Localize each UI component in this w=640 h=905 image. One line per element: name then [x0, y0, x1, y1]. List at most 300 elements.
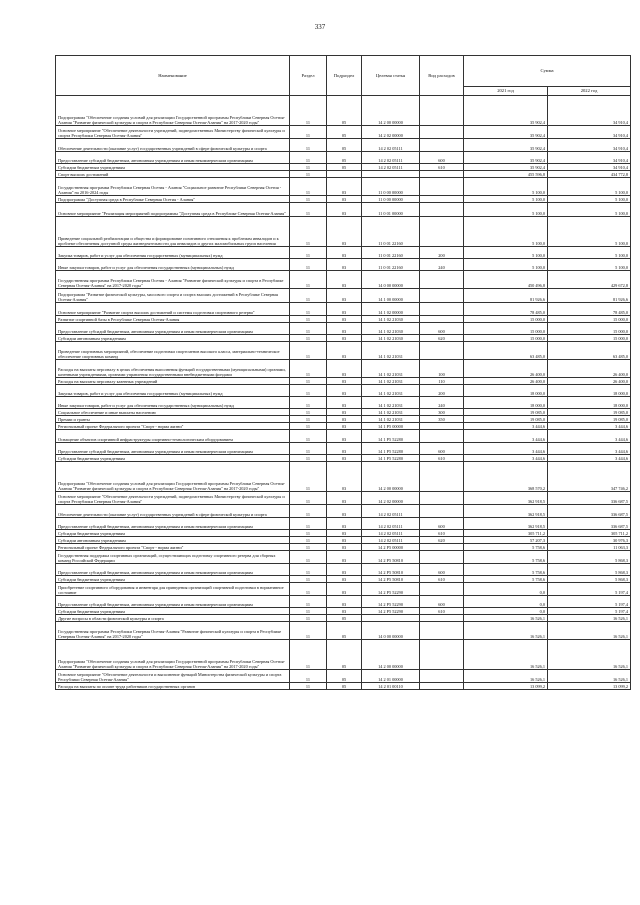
row-section: 11	[290, 303, 327, 316]
row-name: Оснащение объектов спортивной инфраструктуры спортивно-технологическим оборудованием	[56, 430, 290, 443]
row-subsection: 03	[327, 178, 362, 196]
table-row	[56, 152, 631, 164]
row-name: Основное мероприятие "Развитие спорта высших достижений и системы подготовки спортивного резерва"	[56, 303, 290, 316]
table-row	[56, 316, 631, 323]
row-section: 11	[290, 551, 327, 564]
row-expense-kind: 300	[420, 409, 464, 416]
row-expense-kind	[420, 96, 464, 126]
row-section: 11	[290, 670, 327, 683]
row-sum-year-2: 5 100,0	[548, 247, 631, 259]
row-section: 11	[290, 323, 327, 335]
header-expense-kind: Вид расходов	[420, 56, 464, 96]
table-row	[56, 455, 631, 462]
row-target-article	[362, 615, 420, 622]
row-target-article: 14 1 P5 52280	[362, 455, 420, 462]
row-target-article: 11 0 01 22160	[362, 217, 420, 247]
row-sum-year-2: 15 000,0	[548, 323, 631, 335]
row-name: Предоставление субсидий бюджетным, автономным учреждениям и иным некоммерческим организациям	[56, 323, 290, 335]
row-sum-year-1: 57 207,3	[464, 537, 548, 544]
row-subsection: 03	[327, 455, 362, 462]
row-target-article: 14 2 00 00000	[362, 462, 420, 492]
row-subsection: 03	[327, 564, 362, 576]
row-section: 11	[290, 152, 327, 164]
row-sum-year-1: 26 400,0	[464, 378, 548, 385]
row-name: Приобретение спортивного оборудования и инвентаря для приведения организаций спортивной подготовки в нормативное состояние	[56, 583, 290, 596]
row-expense-kind	[420, 640, 464, 670]
row-expense-kind: 600	[420, 152, 464, 164]
row-sum-year-2: 347 746,2	[548, 462, 631, 492]
row-target-article: 14 2 02 05111	[362, 530, 420, 537]
row-subsection: 05	[327, 683, 362, 690]
header-section: Раздел	[290, 56, 327, 96]
row-target-article: 14 2 02 05111	[362, 152, 420, 164]
row-expense-kind	[420, 178, 464, 196]
row-subsection: 03	[327, 583, 362, 596]
row-sum-year-2: 5 100,0	[548, 203, 631, 217]
row-section: 11	[290, 443, 327, 455]
row-expense-kind	[420, 670, 464, 683]
row-target-article: 14 1 02 21031	[362, 397, 420, 409]
row-subsection: 03	[327, 492, 362, 505]
row-section: 11	[290, 217, 327, 247]
row-sum-year-2: 16 526,1	[548, 670, 631, 683]
row-subsection: 03	[327, 409, 362, 416]
row-section: 11	[290, 518, 327, 530]
row-sum-year-1: 18 000,0	[464, 397, 548, 409]
row-subsection: 03	[327, 544, 362, 551]
row-subsection: 03	[327, 596, 362, 608]
row-expense-kind: 610	[420, 164, 464, 171]
row-expense-kind	[420, 316, 464, 323]
row-section: 11	[290, 271, 327, 289]
row-sum-year-2: 336 687,5	[548, 492, 631, 505]
row-name: Предоставление субсидий бюджетным, автономным учреждениям и иным некоммерческим организациям	[56, 152, 290, 164]
row-subsection: 03	[327, 608, 362, 615]
row-expense-kind: 610	[420, 455, 464, 462]
table-row	[56, 323, 631, 335]
table-row	[56, 96, 631, 126]
row-sum-year-1: 15 000,0	[464, 316, 548, 323]
row-sum-year-2: 11 063,3	[548, 544, 631, 551]
row-name: Премии и гранты	[56, 416, 290, 423]
row-name: Расходы на выплаты персоналу казенных учреждений	[56, 378, 290, 385]
row-target-article: 14 0 00 00000	[362, 622, 420, 640]
row-expense-kind: 200	[420, 385, 464, 397]
row-sum-year-1: 362 918,5	[464, 518, 548, 530]
row-target-article: 14 2 02 05111	[362, 164, 420, 171]
row-name: Закупка товаров, работ и услуг для обеспечения государственных (муниципальных) нужд	[56, 385, 290, 397]
row-sum-year-2: 5 868,3	[548, 551, 631, 564]
row-expense-kind: 610	[420, 530, 464, 537]
row-name: Обеспечение деятельности (оказание услуг) государственных учреждений в сфере физической культуры и спорта	[56, 139, 290, 152]
row-name: Расходы на выплаты персоналу в целях обеспечения выполнения функций государственными (муниципальными) органами, казенными учреждениями, органами управления государственными внебюджетными фондами	[56, 360, 290, 378]
row-expense-kind	[420, 423, 464, 430]
row-section: 11	[290, 530, 327, 537]
row-sum-year-1: 0,0	[464, 596, 548, 608]
row-name: Иные закупки товаров, работ и услуг для обеспечения государственных (муниципальных) нужд	[56, 259, 290, 271]
table-row	[56, 608, 631, 615]
row-expense-kind	[420, 462, 464, 492]
row-section: 11	[290, 259, 327, 271]
row-expense-kind: 240	[420, 259, 464, 271]
table-row	[56, 303, 631, 316]
row-section: 11	[290, 139, 327, 152]
table-row	[56, 551, 631, 564]
row-section: 11	[290, 640, 327, 670]
row-sum-year-1: 362 918,5	[464, 492, 548, 505]
row-name: Субсидии бюджетным учреждениям	[56, 164, 290, 171]
table-row	[56, 247, 631, 259]
row-sum-year-2: 5 100,0	[548, 259, 631, 271]
row-sum-year-2: 26 400,0	[548, 378, 631, 385]
row-section: 11	[290, 596, 327, 608]
row-sum-year-1: 16 526,1	[464, 622, 548, 640]
row-subsection: 03	[327, 217, 362, 247]
table-row	[56, 492, 631, 505]
table-row	[56, 178, 631, 196]
row-expense-kind: 350	[420, 416, 464, 423]
row-target-article: 14 2 02 05111	[362, 505, 420, 518]
row-sum-year-1: 3 444,6	[464, 443, 548, 455]
row-target-article: 14 2 02 00000	[362, 492, 420, 505]
row-target-article: 14 2 02 05111	[362, 537, 420, 544]
table-row	[56, 360, 631, 378]
row-name: Субсидии автономным учреждениям	[56, 335, 290, 342]
row-sum-year-2: 30 976,3	[548, 537, 631, 544]
row-sum-year-2: 16 526,1	[548, 622, 631, 640]
table-row	[56, 171, 631, 178]
row-sum-year-2: 19 085,0	[548, 416, 631, 423]
row-sum-year-1: 5 100,0	[464, 203, 548, 217]
row-target-article: 14 2 02 05111	[362, 139, 420, 152]
row-target-article	[362, 171, 420, 178]
header-sum: Сумма	[464, 56, 631, 87]
row-section: 11	[290, 360, 327, 378]
row-expense-kind: 240	[420, 397, 464, 409]
table-row	[56, 342, 631, 360]
table-row	[56, 203, 631, 217]
row-name: Субсидии бюджетным учреждениям	[56, 455, 290, 462]
row-subsection: 03	[327, 335, 362, 342]
row-target-article: 14 1 00 00000	[362, 289, 420, 303]
row-sum-year-1: 15 000,0	[464, 323, 548, 335]
table-row	[56, 537, 631, 544]
row-section: 11	[290, 683, 327, 690]
table-row	[56, 596, 631, 608]
row-sum-year-2: 78 485,0	[548, 303, 631, 316]
row-section: 11	[290, 247, 327, 259]
row-section: 11	[290, 409, 327, 416]
header-subsection: Подраздел	[327, 56, 362, 96]
row-section: 11	[290, 126, 327, 139]
row-sum-year-1: 5 758,6	[464, 551, 548, 564]
table-row	[56, 289, 631, 303]
row-section: 11	[290, 316, 327, 323]
table-row	[56, 196, 631, 203]
row-sum-year-2: 26 400,0	[548, 360, 631, 378]
row-sum-year-2: 5 868,3	[548, 576, 631, 583]
row-sum-year-2: 5 197,4	[548, 608, 631, 615]
row-name: Подпрограмма "Обеспечение создания условий для реализации Государственной программы Республики Северная Осетия-Алания "Развитие физической культуры и спорта в Республике Северная Осетия-Алания" на 2017-2020 годы"	[56, 462, 290, 492]
row-sum-year-1: 63 485,0	[464, 342, 548, 360]
row-sum-year-2: 3 444,6	[548, 443, 631, 455]
row-subsection: 05	[327, 152, 362, 164]
row-expense-kind	[420, 551, 464, 564]
table-row	[56, 622, 631, 640]
page-number: 337	[314, 23, 326, 31]
row-section: 11	[290, 492, 327, 505]
table-row	[56, 378, 631, 385]
row-sum-year-2: 18 000,0	[548, 397, 631, 409]
row-subsection: 03	[327, 505, 362, 518]
table-row	[56, 576, 631, 583]
row-sum-year-2: 34 910,4	[548, 96, 631, 126]
row-section: 11	[290, 196, 327, 203]
row-name: Предоставление субсидий бюджетным, автономным учреждениям и иным некоммерческим организациям	[56, 596, 290, 608]
row-sum-year-2: 5 100,0	[548, 178, 631, 196]
row-expense-kind	[420, 289, 464, 303]
row-sum-year-1: 16 526,1	[464, 640, 548, 670]
row-name: Государственная программа Республики Северная Осетия - Алания "Социальное развитие Республики Северная Осетия - Алания" на 2016-2024 годы	[56, 178, 290, 196]
row-section: 11	[290, 171, 327, 178]
row-subsection: 05	[327, 615, 362, 622]
row-section: 11	[290, 164, 327, 171]
row-sum-year-2: 3 444,6	[548, 423, 631, 430]
row-name: Государственная программа Республики Северная Осетия-Алания "Развитие физической культуры и спорта в Республике Северная Осетия-Алания" на 2017-2020 годы"	[56, 622, 290, 640]
row-section: 11	[290, 335, 327, 342]
table-row	[56, 640, 631, 670]
table-row	[56, 397, 631, 409]
row-subsection: 03	[327, 342, 362, 360]
row-subsection: 03	[327, 259, 362, 271]
row-target-article: 11 0 00 00000	[362, 196, 420, 203]
row-expense-kind	[420, 683, 464, 690]
row-name: Социальное обеспечение и иные выплаты населению	[56, 409, 290, 416]
row-expense-kind	[420, 492, 464, 505]
row-sum-year-1: 35 902,4	[464, 164, 548, 171]
row-subsection: 03	[327, 462, 362, 492]
row-expense-kind: 620	[420, 537, 464, 544]
row-section: 11	[290, 203, 327, 217]
row-target-article: 14 2 00 00000	[362, 96, 420, 126]
row-name: Региональный проект Федерального проекта "Спорт - норма жизни"	[56, 423, 290, 430]
row-sum-year-2: 13 099,2	[548, 683, 631, 690]
row-expense-kind: 100	[420, 360, 464, 378]
row-sum-year-2: 34 910,4	[548, 164, 631, 171]
table-row	[56, 139, 631, 152]
row-subsection: 03	[327, 289, 362, 303]
row-sum-year-2: 3 444,6	[548, 430, 631, 443]
row-target-article: 11 0 00 00000	[362, 178, 420, 196]
row-sum-year-2: 5 197,4	[548, 583, 631, 596]
row-target-article: 14 1 02 00000	[362, 303, 420, 316]
row-sum-year-2: 336 687,5	[548, 505, 631, 518]
row-sum-year-1: 78 485,0	[464, 303, 548, 316]
row-sum-year-1: 362 918,5	[464, 505, 548, 518]
row-sum-year-2: 336 687,5	[548, 518, 631, 530]
row-expense-kind	[420, 217, 464, 247]
table-row	[56, 409, 631, 416]
row-section: 11	[290, 423, 327, 430]
row-section: 11	[290, 564, 327, 576]
row-section: 11	[290, 397, 327, 409]
row-sum-year-2: 16 526,1	[548, 640, 631, 670]
row-subsection: 03	[327, 323, 362, 335]
row-name: Региональный проект Федерального проекта "Спорт - норма жизни"	[56, 544, 290, 551]
row-target-article: 14 2 P5 52290	[362, 583, 420, 596]
row-subsection: 03	[327, 303, 362, 316]
row-subsection: 03	[327, 397, 362, 409]
row-name: Субсидии бюджетным учреждениям	[56, 576, 290, 583]
row-expense-kind: 610	[420, 608, 464, 615]
header-name: Наименование	[56, 56, 290, 96]
row-section: 11	[290, 455, 327, 462]
row-target-article: 11 0 01 22160	[362, 259, 420, 271]
row-section: 11	[290, 537, 327, 544]
row-name: Предоставление субсидий бюджетным, автономным учреждениям и иным некоммерческим организациям	[56, 564, 290, 576]
row-expense-kind: 200	[420, 247, 464, 259]
row-name: Государственная программа Республики Северная Осетия - Алания "Развитие физической культуры и спорта в Республике Северная Осетия-Алания" на 2017-2020 годы"	[56, 271, 290, 289]
row-expense-kind	[420, 430, 464, 443]
row-sum-year-1: 35 902,4	[464, 126, 548, 139]
row-subsection: 05	[327, 126, 362, 139]
row-sum-year-1: 81 926,6	[464, 289, 548, 303]
table-row	[56, 416, 631, 423]
row-sum-year-1: 35 902,4	[464, 139, 548, 152]
row-name: Основное мероприятие "Обеспечение деятельности учреждений, подведомственных Министерству физической культуры и спорта Республики Северная Осетия-Алания"	[56, 126, 290, 139]
row-name: Приведение социальной реабилитации и общества и формирование позитивного отношения к проблемам инвалидов и к проблеме обеспечения доступной среды жизнедеятельности для инвалидов и других маломобильных групп населения	[56, 217, 290, 247]
row-sum-year-2: 34 910,4	[548, 152, 631, 164]
row-sum-year-1: 5 100,0	[464, 247, 548, 259]
row-subsection: 03	[327, 385, 362, 397]
table-row	[56, 259, 631, 271]
row-subsection: 03	[327, 247, 362, 259]
header-year-1: 2021 год	[464, 87, 548, 96]
row-section: 11	[290, 378, 327, 385]
row-expense-kind: 600	[420, 564, 464, 576]
row-subsection: 05	[327, 139, 362, 152]
row-sum-year-1: 3 444,6	[464, 455, 548, 462]
row-target-article: 14 1 02 21030	[362, 335, 420, 342]
row-name: Закупка товаров, работ и услуг для обеспечения государственных (муниципальных) нужд	[56, 247, 290, 259]
row-target-article: 14 2 P5 50810	[362, 551, 420, 564]
row-section: 11	[290, 622, 327, 640]
table-row	[56, 126, 631, 139]
row-subsection: 03	[327, 430, 362, 443]
row-name: Предоставление субсидий бюджетным, автономным учреждениям и иным некоммерческим организациям	[56, 518, 290, 530]
row-sum-year-1: 5 758,6	[464, 564, 548, 576]
row-sum-year-2: 81 926,6	[548, 289, 631, 303]
row-target-article: 14 0 00 00000	[362, 271, 420, 289]
table-row	[56, 544, 631, 551]
row-sum-year-2: 5 100,0	[548, 196, 631, 203]
row-name: Субсидии автономным учреждениям	[56, 537, 290, 544]
row-sum-year-2: 5 100,0	[548, 217, 631, 247]
row-expense-kind	[420, 505, 464, 518]
table-row	[56, 443, 631, 455]
row-expense-kind	[420, 622, 464, 640]
row-subsection: 03	[327, 378, 362, 385]
table-row	[56, 530, 631, 537]
header-target-article: Целевая статья	[362, 56, 420, 96]
row-section: 11	[290, 385, 327, 397]
row-sum-year-1: 5 100,0	[464, 196, 548, 203]
row-subsection: 03	[327, 360, 362, 378]
row-name: Подпрограмма "Обеспечение создания условий для реализации Государственной программы Республики Северная Осетия-Алания "Развитие физической культуры и спорта в Республике Северная Осетия-Алания" на 2017-2020 годы"	[56, 96, 290, 126]
row-target-article: 14 1 02 21030	[362, 323, 420, 335]
table-row	[56, 430, 631, 443]
row-target-article: 14 2 P5 00000	[362, 544, 420, 551]
row-sum-year-1: 35 902,4	[464, 152, 548, 164]
row-subsection: 03	[327, 443, 362, 455]
row-sum-year-1: 0,0	[464, 583, 548, 596]
row-subsection: 03	[327, 196, 362, 203]
table-row	[56, 335, 631, 342]
row-section: 11	[290, 544, 327, 551]
row-target-article: 14 1 02 21031	[362, 378, 420, 385]
row-target-article: 11 0 01 00000	[362, 203, 420, 217]
row-section: 11	[290, 178, 327, 196]
row-sum-year-2: 34 910,4	[548, 126, 631, 139]
row-sum-year-1: 305 711,2	[464, 530, 548, 537]
row-section: 11	[290, 342, 327, 360]
row-name: Государственная поддержка спортивных организаций, осуществляющих подготовку спортивного резерва для сборных команд Российской Федерации	[56, 551, 290, 564]
row-subsection: 03	[327, 537, 362, 544]
row-expense-kind	[420, 271, 464, 289]
row-name: Основное мероприятие "Обеспечение деятельности учреждений, подведомственных Министерству физической культуры и спорта Республики Северная Осетия-Алания"	[56, 492, 290, 505]
row-section: 11	[290, 505, 327, 518]
row-sum-year-1: 5 758,6	[464, 544, 548, 551]
table-header	[56, 56, 631, 96]
row-target-article: 11 0 01 22160	[362, 247, 420, 259]
table-row	[56, 271, 631, 289]
row-sum-year-1: 19 085,0	[464, 416, 548, 423]
row-section: 11	[290, 430, 327, 443]
row-subsection: 05	[327, 640, 362, 670]
row-subsection: 03	[327, 203, 362, 217]
table-row	[56, 164, 631, 171]
row-sum-year-2: 5 868,3	[548, 564, 631, 576]
row-subsection: 03	[327, 271, 362, 289]
row-name: Основное мероприятие "Реализация мероприятий подпрограммы "Доступная среда в Республике Северная Осетия-Алания"	[56, 203, 290, 217]
row-sum-year-2: 3 444,6	[548, 455, 631, 462]
row-target-article: 14 2 01 00000	[362, 670, 420, 683]
row-name: Предоставление субсидий бюджетным, автономным учреждениям и иным некоммерческим организациям	[56, 443, 290, 455]
row-name: Другие вопросы в области физической культуры и спорта	[56, 615, 290, 622]
row-subsection: 03	[327, 551, 362, 564]
row-target-article: 14 2 02 00000	[362, 126, 420, 139]
row-sum-year-1: 3 444,6	[464, 423, 548, 430]
row-sum-year-1: 5 100,0	[464, 259, 548, 271]
row-name: Обеспечение деятельности (оказание услуг) государственных учреждений в сфере физической культуры и спорта	[56, 505, 290, 518]
row-subsection: 03	[327, 518, 362, 530]
table-row	[56, 217, 631, 247]
row-target-article: 14 1 02 21031	[362, 416, 420, 423]
row-target-article: 14 2 00 00000	[362, 640, 420, 670]
row-sum-year-2: 19 085,0	[548, 409, 631, 416]
row-name: Субсидии бюджетным учреждениям	[56, 530, 290, 537]
row-sum-year-1: 19 085,0	[464, 409, 548, 416]
row-expense-kind	[420, 171, 464, 178]
budget-table	[55, 55, 631, 690]
row-subsection: 03	[327, 530, 362, 537]
row-target-article: 14 1 02 21031	[362, 360, 420, 378]
row-sum-year-2: 16 526,1	[548, 615, 631, 622]
row-target-article: 14 1 02 21031	[362, 409, 420, 416]
row-name: Расходы на выплаты по оплате труда работников государственных органов	[56, 683, 290, 690]
row-sum-year-1: 18 000,0	[464, 385, 548, 397]
row-expense-kind	[420, 139, 464, 152]
